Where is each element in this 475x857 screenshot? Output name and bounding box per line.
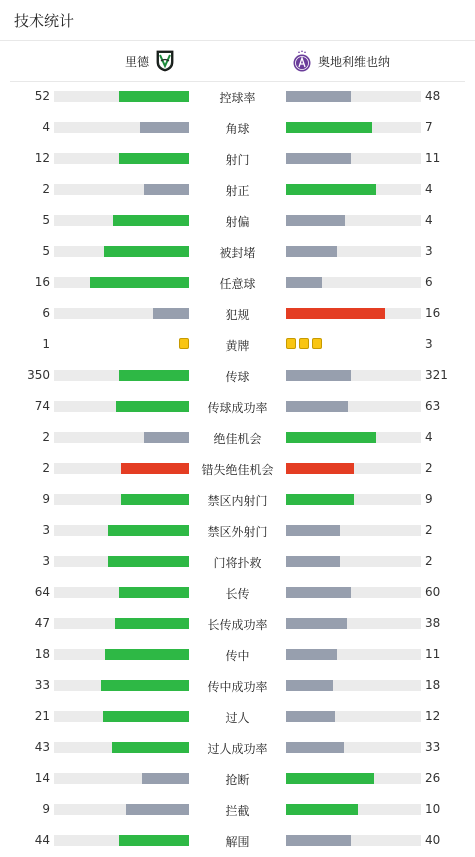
home-stat-value: 18 [34,647,50,661]
home-stat-value: 64 [34,585,50,599]
ried-crest-icon [155,50,175,72]
stat-label: 射门 [225,153,250,167]
home-stat-bar [54,525,189,536]
away-stat-value: 10 [425,802,441,816]
stat-label: 长传 [225,587,250,601]
away-stat-value: 3 [425,337,433,351]
home-stat-value: 2 [42,430,50,444]
home-stat-bar [54,773,189,784]
home-stat-value: 16 [34,275,50,289]
away-stat-bar [286,432,421,443]
away-stat-value: 2 [425,461,433,475]
away-stat-bar [286,649,421,660]
away-stat-bar-fill [286,525,340,536]
away-stat-value: 11 [425,151,441,165]
home-stat-bar-fill [115,618,189,629]
home-stat-bar [54,184,189,195]
home-stat-bar-fill [108,525,189,536]
home-stat-value: 350 [27,368,50,382]
home-stat-bar-fill [105,649,189,660]
away-stat-bar-fill [286,556,340,567]
away-stat-bar [286,246,421,257]
away-stat-bar [286,463,421,474]
away-stat-bar [286,91,421,102]
home-stat-bar [54,308,189,319]
away-stat-bar [286,804,421,815]
away-stat-bar [286,587,421,598]
home-stat-value: 47 [34,616,50,630]
home-stat-bar-fill [119,370,189,381]
away-stat-bar-fill [286,804,358,815]
yellow-card-icon [179,338,189,349]
home-stat-bar-fill [104,246,189,257]
away-team-name: 奥地利维也纳 [318,54,391,69]
away-stat-bar-fill [286,308,385,319]
stat-label: 射偏 [225,215,250,229]
stats-list [0,81,475,856]
away-stat-bar-fill [286,773,374,784]
stat-label: 门将扑救 [213,556,262,570]
home-stat-value: 5 [42,244,50,258]
home-stat-bar-fill [119,91,189,102]
away-stat-bar-fill [286,463,354,474]
home-stat-bar [54,246,189,257]
away-stat-bar [286,277,421,288]
stat-row [0,794,475,825]
stat-row [0,732,475,763]
home-stat-bar-fill [140,122,189,133]
stat-label: 黄牌 [225,339,250,353]
home-team[interactable] [125,49,175,73]
home-stat-value: 33 [34,678,50,692]
home-stat-bar-fill [121,494,189,505]
home-stat-bar [54,215,189,226]
away-stat-bar [286,773,421,784]
away-stat-bar-fill [286,246,337,257]
stat-label: 角球 [225,122,250,136]
home-stat-bar [54,556,189,567]
away-stat-bar-fill [286,835,351,846]
home-stat-bar [54,587,189,598]
stat-row [0,112,475,143]
away-stat-value: 26 [425,771,441,785]
away-stat-bar [286,835,421,846]
home-stat-value: 52 [34,89,50,103]
stat-row [0,143,475,174]
stat-row [0,608,475,639]
stat-label: 过人 [225,711,250,725]
stat-label: 传中 [225,649,250,663]
away-stat-value: 2 [425,523,433,537]
away-yellow-cards [286,338,322,349]
away-stat-bar [286,494,421,505]
away-stat-value: 60 [425,585,441,599]
stat-label: 绝佳机会 [213,432,262,446]
home-stat-bar-fill [144,432,189,443]
away-stat-bar [286,618,421,629]
home-stat-value: 6 [42,306,50,320]
stat-label: 抢断 [225,773,250,787]
away-stat-bar-fill [286,494,354,505]
home-stat-bar [54,277,189,288]
stat-label: 犯规 [225,308,250,322]
away-stat-value: 18 [425,678,441,692]
stat-row [0,422,475,453]
stat-row [0,329,475,360]
home-stat-value: 3 [42,523,50,537]
stat-row [0,546,475,577]
stat-label: 传中成功率 [207,680,268,694]
away-stat-bar-fill [286,153,351,164]
away-stat-value: 38 [425,616,441,630]
home-stat-value: 21 [34,709,50,723]
away-stat-bar [286,215,421,226]
stat-row [0,763,475,794]
stat-label: 控球率 [219,91,256,105]
home-stat-value: 9 [42,802,50,816]
away-stat-bar [286,680,421,691]
away-stat-value: 12 [425,709,441,723]
stat-row [0,298,475,329]
away-stat-bar [286,370,421,381]
away-stat-value: 3 [425,244,433,258]
away-stat-value: 4 [425,213,433,227]
away-stat-bar [286,153,421,164]
home-stat-value: 1 [42,337,50,351]
home-stat-value: 9 [42,492,50,506]
stat-row [0,174,475,205]
away-stat-value: 63 [425,399,441,413]
home-stat-bar [54,432,189,443]
home-stat-bar-fill [119,153,189,164]
stat-label: 任意球 [219,277,256,291]
away-stat-value: 9 [425,492,433,506]
stat-label: 过人成功率 [207,742,268,756]
away-stat-value: 321 [425,368,448,382]
away-stat-bar-fill [286,401,348,412]
away-stat-bar-fill [286,215,345,226]
away-stat-bar-fill [286,277,322,288]
stat-row [0,484,475,515]
away-stat-value: 4 [425,430,433,444]
stat-label: 错失绝佳机会 [201,463,274,477]
home-stat-value: 2 [42,461,50,475]
away-stat-bar-fill [286,122,372,133]
away-stat-bar [286,525,421,536]
home-stat-bar-fill [142,773,189,784]
away-stat-value: 11 [425,647,441,661]
away-stat-bar-fill [286,618,347,629]
teams-header [10,41,465,82]
away-stat-value: 16 [425,306,441,320]
away-stat-bar [286,556,421,567]
home-stat-value: 12 [34,151,50,165]
home-yellow-cards [179,338,189,349]
stat-row [0,81,475,112]
stat-label: 解围 [225,835,250,849]
stat-label: 传球 [225,370,250,384]
home-stat-bar [54,370,189,381]
away-stat-bar-fill [286,742,344,753]
stat-row [0,825,475,856]
home-stat-bar [54,153,189,164]
yellow-card-icon [286,338,296,349]
stat-row [0,639,475,670]
stat-row [0,360,475,391]
home-stat-bar [54,649,189,660]
home-stat-bar-fill [119,835,189,846]
stat-label: 传球成功率 [207,401,268,415]
home-stat-bar-fill [119,587,189,598]
stat-row [0,515,475,546]
home-stat-bar-fill [103,711,189,722]
home-stat-bar [54,804,189,815]
away-stat-bar [286,122,421,133]
home-stat-value: 2 [42,182,50,196]
home-stat-bar [54,494,189,505]
stat-row [0,391,475,422]
away-stat-bar-fill [286,184,376,195]
yellow-card-icon [312,338,322,349]
away-stat-value: 6 [425,275,433,289]
stat-row [0,205,475,236]
away-stat-bar-fill [286,649,337,660]
away-stat-value: 7 [425,120,433,134]
away-stat-bar-fill [286,680,333,691]
stat-row [0,236,475,267]
away-stat-value: 2 [425,554,433,568]
home-stat-bar [54,463,189,474]
stat-label: 禁区内射门 [207,494,268,508]
home-stat-bar [54,711,189,722]
home-stat-bar-fill [121,463,189,474]
away-stat-bar-fill [286,370,351,381]
home-stat-value: 44 [34,833,50,847]
away-stat-bar [286,742,421,753]
away-stat-bar [286,184,421,195]
away-stat-bar [286,308,421,319]
home-stat-bar-fill [90,277,189,288]
away-stat-bar-fill [286,91,351,102]
stat-row [0,453,475,484]
home-stat-bar [54,835,189,846]
away-team[interactable] [292,49,390,73]
stat-row [0,577,475,608]
home-stat-bar-fill [101,680,189,691]
austria-wien-crest-icon [292,50,312,72]
home-stat-bar-fill [113,215,189,226]
stat-label: 拦截 [225,804,250,818]
home-stat-bar [54,680,189,691]
stat-label: 被封堵 [219,246,256,260]
home-stat-bar [54,91,189,102]
home-stat-bar-fill [153,308,189,319]
home-stat-bar-fill [108,556,189,567]
home-stat-bar [54,401,189,412]
home-stat-bar [54,742,189,753]
away-stat-bar-fill [286,711,335,722]
away-stat-value: 4 [425,182,433,196]
stat-label: 射正 [225,184,250,198]
stat-row [0,267,475,298]
home-stat-bar-fill [116,401,189,412]
home-stat-value: 14 [34,771,50,785]
home-stat-bar [54,122,189,133]
away-stat-bar-fill [286,587,351,598]
home-stat-value: 5 [42,213,50,227]
page-title: 技术统计 [14,12,75,30]
stat-label: 禁区外射门 [207,525,268,539]
home-team-name: 里德 [124,54,149,69]
header [0,0,475,41]
home-stat-bar [54,618,189,629]
home-stat-value: 43 [34,740,50,754]
home-stat-bar-fill [126,804,189,815]
away-stat-bar [286,711,421,722]
stat-row [0,670,475,701]
home-stat-value: 3 [42,554,50,568]
stat-row [0,701,475,732]
yellow-card-icon [299,338,309,349]
stat-label: 长传成功率 [207,618,268,632]
away-stat-bar [286,401,421,412]
home-stat-bar-fill [112,742,189,753]
home-stat-bar-fill [144,184,189,195]
away-stat-value: 33 [425,740,441,754]
home-stat-value: 74 [34,399,50,413]
home-stat-value: 4 [42,120,50,134]
away-stat-value: 48 [425,89,441,103]
away-stat-value: 40 [425,833,441,847]
away-stat-bar-fill [286,432,376,443]
